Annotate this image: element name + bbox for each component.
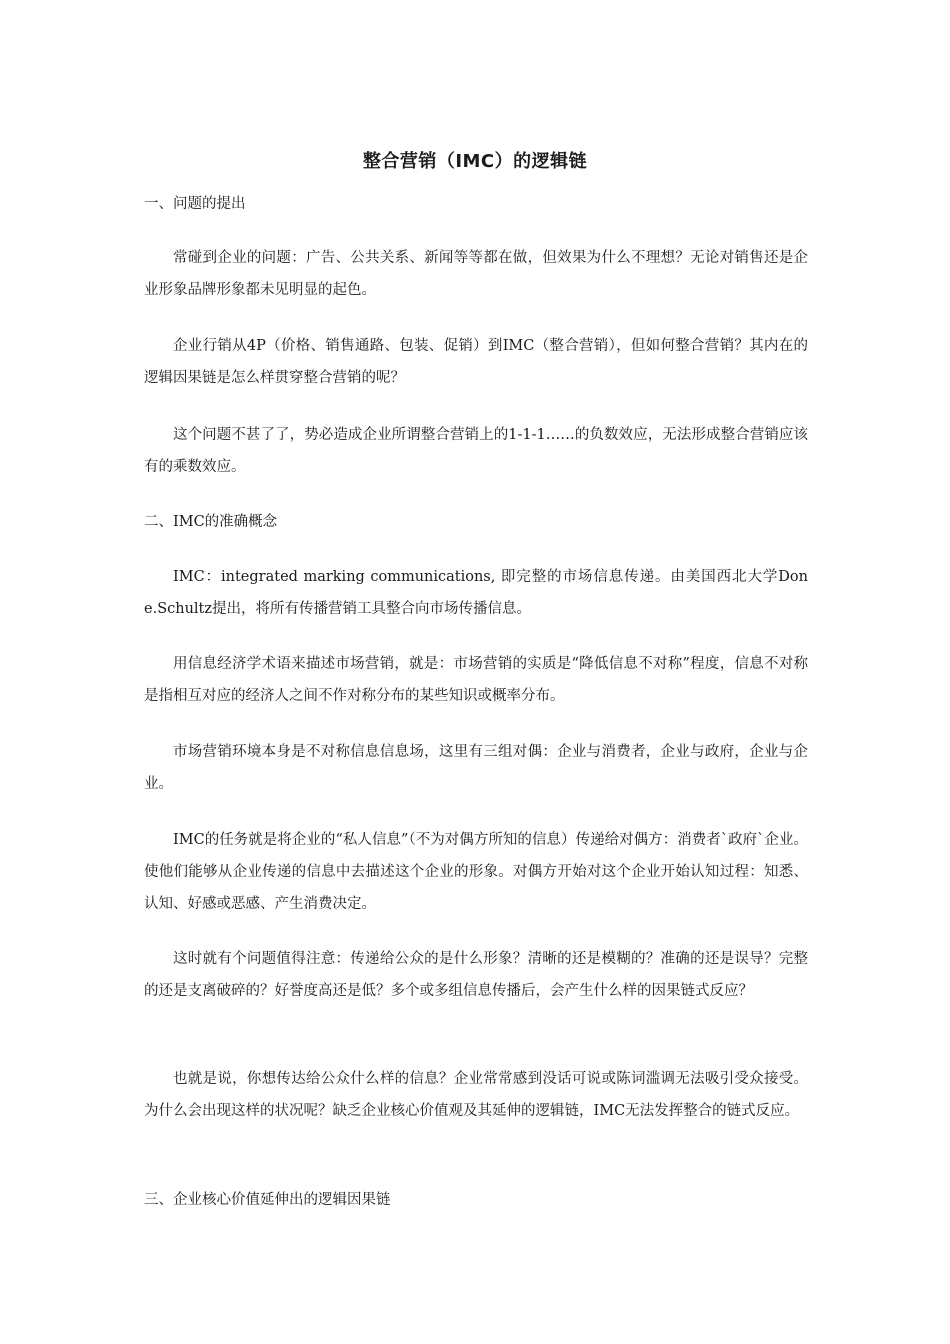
section-heading-1: 一、问题的提出 xyxy=(144,196,246,212)
paragraph-1-2: 企业行销从4P（价格、销售通路、包装、促销）到IMC（整合营销），但如何整合营销？其内在的逻辑因果链是怎么样贯穿整合营销的呢？ xyxy=(144,338,808,386)
paragraph-2-4: IMC的任务就是将企业的“私人信息”（不为对偶方所知的信息）传递给对偶方：消费者`政府`企业。使他们能够从企业传递的信息中去描述这个企业的形象。对偶方开始对这个企业开始认知过程：知悉、认知、好感或恶感、产生消费决定。 xyxy=(144,832,808,912)
paragraph-2-3: 市场营销环境本身是不对称信息信息场，这里有三组对偶：企业与消费者，企业与政府，企业与企业。 xyxy=(144,744,808,792)
paragraph-2-5: 这时就有个问题值得注意：传递给公众的是什么形象？清晰的还是模糊的？准确的还是误导？完整的还是支离破碎的？好誉度高还是低？多个或多组信息传播后，会产生什么样的因果链式反应？ xyxy=(144,951,808,999)
paragraph-2-6: 也就是说，你想传达给公众什么样的信息？企业常常感到没话可说或陈词滥调无法吸引受众接受。为什么会出现这样的状况呢？缺乏企业核心价值观及其延伸的逻辑链，IMC无法发挥整合的链式反应。 xyxy=(144,1071,808,1119)
paragraph-2-1: IMC：integrated marking communications, 即完整的市场信息传递。由美国西北大学Don e.Schultz提出，将所有传播营销工具整合向市场传播信息。 xyxy=(144,569,808,617)
paragraph-1-1: 常碰到企业的问题：广告、公共关系、新闻等等都在做，但效果为什么不理想？无论对销售还是企业形象品牌形象都未见明显的起色。 xyxy=(144,250,808,298)
section-heading-3: 三、企业核心价值延伸出的逻辑因果链 xyxy=(144,1192,391,1208)
section-heading-2: 二、IMC的准确概念 xyxy=(144,514,278,530)
paragraph-1-3: 这个问题不甚了了，势必造成企业所谓整合营销上的1-1-1……的负数效应，无法形成整合营销应该有的乘数效应。 xyxy=(144,427,808,475)
document-title: 整合营销（IMC）的逻辑链 xyxy=(362,151,588,172)
paragraph-2-2: 用信息经济学术语来描述市场营销，就是：市场营销的实质是“降低信息不对称”程度，信息不对称是指相互对应的经济人之间不作对称分布的某些知识或概率分布。 xyxy=(144,656,808,704)
